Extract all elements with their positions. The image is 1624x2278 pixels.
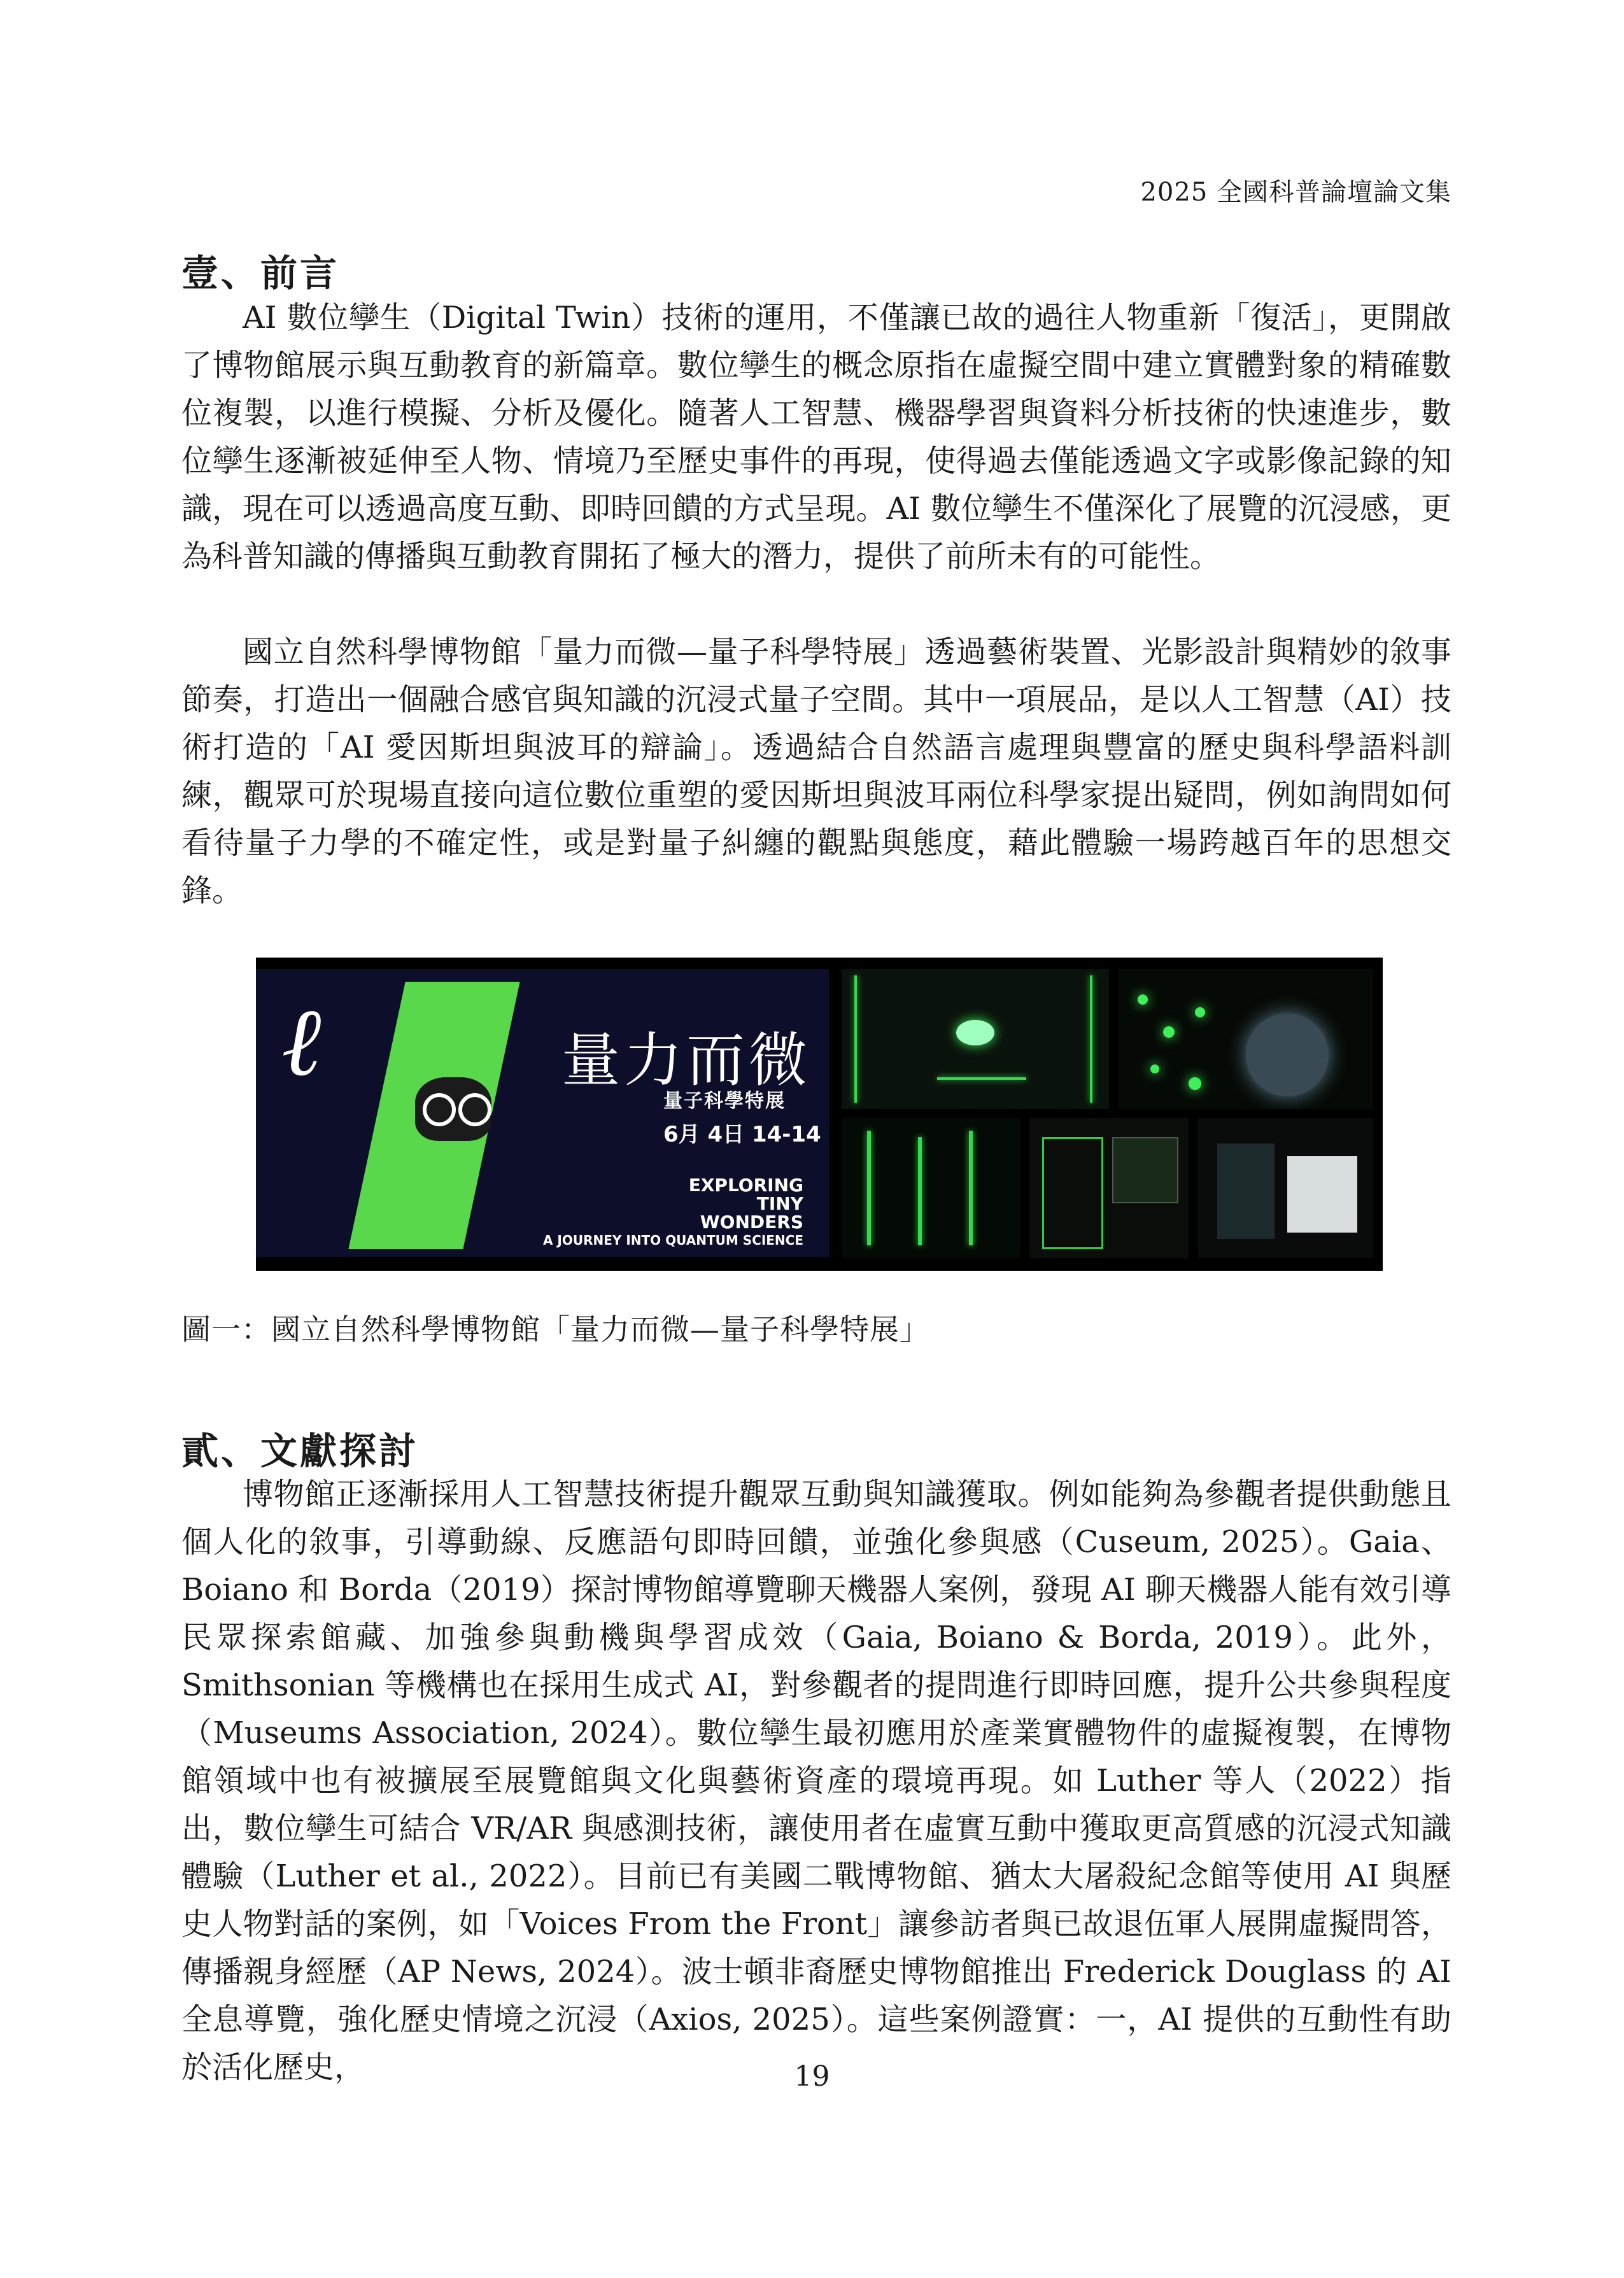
exhibit-photo-corridor: [842, 1118, 1020, 1258]
exhibit-photo-panels: [1029, 1118, 1189, 1258]
poster-subtitle: 量子科學特展: [663, 1090, 786, 1112]
light-strip: [937, 1077, 1026, 1080]
exhibition-poster: [256, 969, 829, 1257]
running-header: 2025 全國科普論壇論文集: [1140, 178, 1451, 207]
light-strip: [854, 975, 857, 1103]
glow-orb: [1150, 1065, 1159, 1073]
figure-exhibition-collage: [256, 958, 1383, 1271]
glow-orb: [1189, 1077, 1201, 1090]
page-number: 19: [794, 2060, 830, 2093]
exhibit-board: [1287, 1156, 1357, 1233]
intro-paragraph-1: AI 數位孿生（Digital Twin）技術的運用，不僅讓已故的過往人物重新「復活」，更開啟了博物館展示與互動教育的新篇章。數位孿生的概念原指在虛擬空間中建立實體對象的精確數位複製，以進行模擬、分析及優化。隨著人工智慧、機器學習與資料分析技術的快速進步，數位孿生逐漸被延伸至人物、情境乃至歷史事件的再現，使得過去僅能透過文字或影像記錄的知識，現在可以透過高度互動、即時回饋的方式呈現。AI 數位孿生不僅深化了展覽的沉浸感，更為科普知識的傳播與互動教育開拓了極大的潛力，提供了前所未有的可能性。: [181, 300, 1451, 574]
poster-eye-left: [423, 1093, 456, 1126]
light-strip: [1090, 975, 1092, 1103]
glow-orb: [1163, 1026, 1175, 1038]
exhibit-photo-epr: [1198, 1118, 1373, 1258]
poster-english-line-4: A JOURNEY INTO QUANTUM SCIENCE: [542, 1233, 803, 1248]
light-strip: [918, 1137, 922, 1245]
eye-light: [956, 1020, 994, 1045]
exhibit-board: [1217, 1143, 1274, 1239]
light-strip: [969, 1131, 973, 1245]
literature-paragraph-1: 博物館正逐漸採用人工智慧技術提升觀眾互動與知識獲取。例如能夠為參觀者提供動態且個人化的敘事，引導動線、反應語句即時回饋，並強化參與感（Cuseum, 2025）。Gaia、Boiano 和 Borda（2019）探討博物館導覽聊天機器人案例，發現 AI 聊天機器人能有效引導民眾探索館藏、加強參與動機與學習成效（Gaia, Boiano & Borda, 2019）。此外，Smithsonian 等機構也在採用生成式 AI，對參觀者的提問進行即時回應，提升公共參與程度（Museums Association, 2024）。數位孿生最初應用於產業實體物件的虛擬複製，在博物館領域中也有被擴展至展覽館與文化與藝術資產的環境再現。如 Luther 等人（2022）指出，數位孿生可結合 VR/AR 與感測技術，讓使用者在虛實互動中獲取更高質感的沉浸式知識體驗（Luther et al., 2022）。目前已有美國二戰博物館、猶太大屠殺紀念館等使用 AI 與歷史人物對話的案例，如「Voices From the Front」讓參訪者與已故退伍軍人展開虛擬問答，傳播親身經歷（AP News, 2024）。波士頓非裔歷史博物館推出 Frederick Douglass 的 AI 全息導覽，強化歷史情境之沉浸（Axios, 2025）。這些案例證實：一，AI 提供的互動性有助於活化歷史，: [181, 1476, 1451, 2085]
display-panel: [1042, 1137, 1103, 1249]
poster-dates: 6月 4日 14-14: [663, 1122, 821, 1147]
poster-english-line-2: TINY: [756, 1193, 803, 1214]
exhibit-photo-orbs: [1119, 969, 1373, 1109]
section-title-introduction: 壹、前言: [181, 251, 340, 295]
figure-caption: 圖一：國立自然科學博物館「量力而微—量子科學特展」: [181, 1312, 929, 1347]
poster-english-line-1: EXPLORING: [688, 1175, 803, 1196]
poster-stylized-letters: ℓ: [281, 987, 321, 1098]
glow-orb: [1138, 994, 1148, 1005]
poster-eye-right: [458, 1093, 491, 1126]
exhibit-photo-entrance: [842, 969, 1109, 1109]
glow-orb: [1195, 1007, 1205, 1017]
portrait-sphere: [1246, 1014, 1329, 1096]
poster-english-line-3: WONDERS: [700, 1212, 803, 1233]
section-title-literature-review: 貳、文獻探討: [181, 1429, 419, 1473]
poster-english-title: [543, 1176, 803, 1250]
intro-paragraph-2: 國立自然科學博物館「量力而微—量子科學特展」透過藝術裝置、光影設計與精妙的敘事節奏，打造出一個融合感官與知識的沉浸式量子空間。其中一項展品，是以人工智慧（AI）技術打造的「AI 愛因斯坦與波耳的辯論」。透過結合自然語言處理與豐富的歷史與科學語料訓練，觀眾可於現場直接向這位數位重塑的愛因斯坦與波耳兩位科學家提出疑問，例如詢問如何看待量子力學的不確定性，或是對量子糾纏的觀點與態度，藉此體驗一場跨越百年的思想交鋒。: [181, 634, 1451, 909]
light-strip: [867, 1131, 871, 1245]
poster-title: 量力而微: [561, 1026, 812, 1094]
display-panel: [1112, 1137, 1178, 1203]
